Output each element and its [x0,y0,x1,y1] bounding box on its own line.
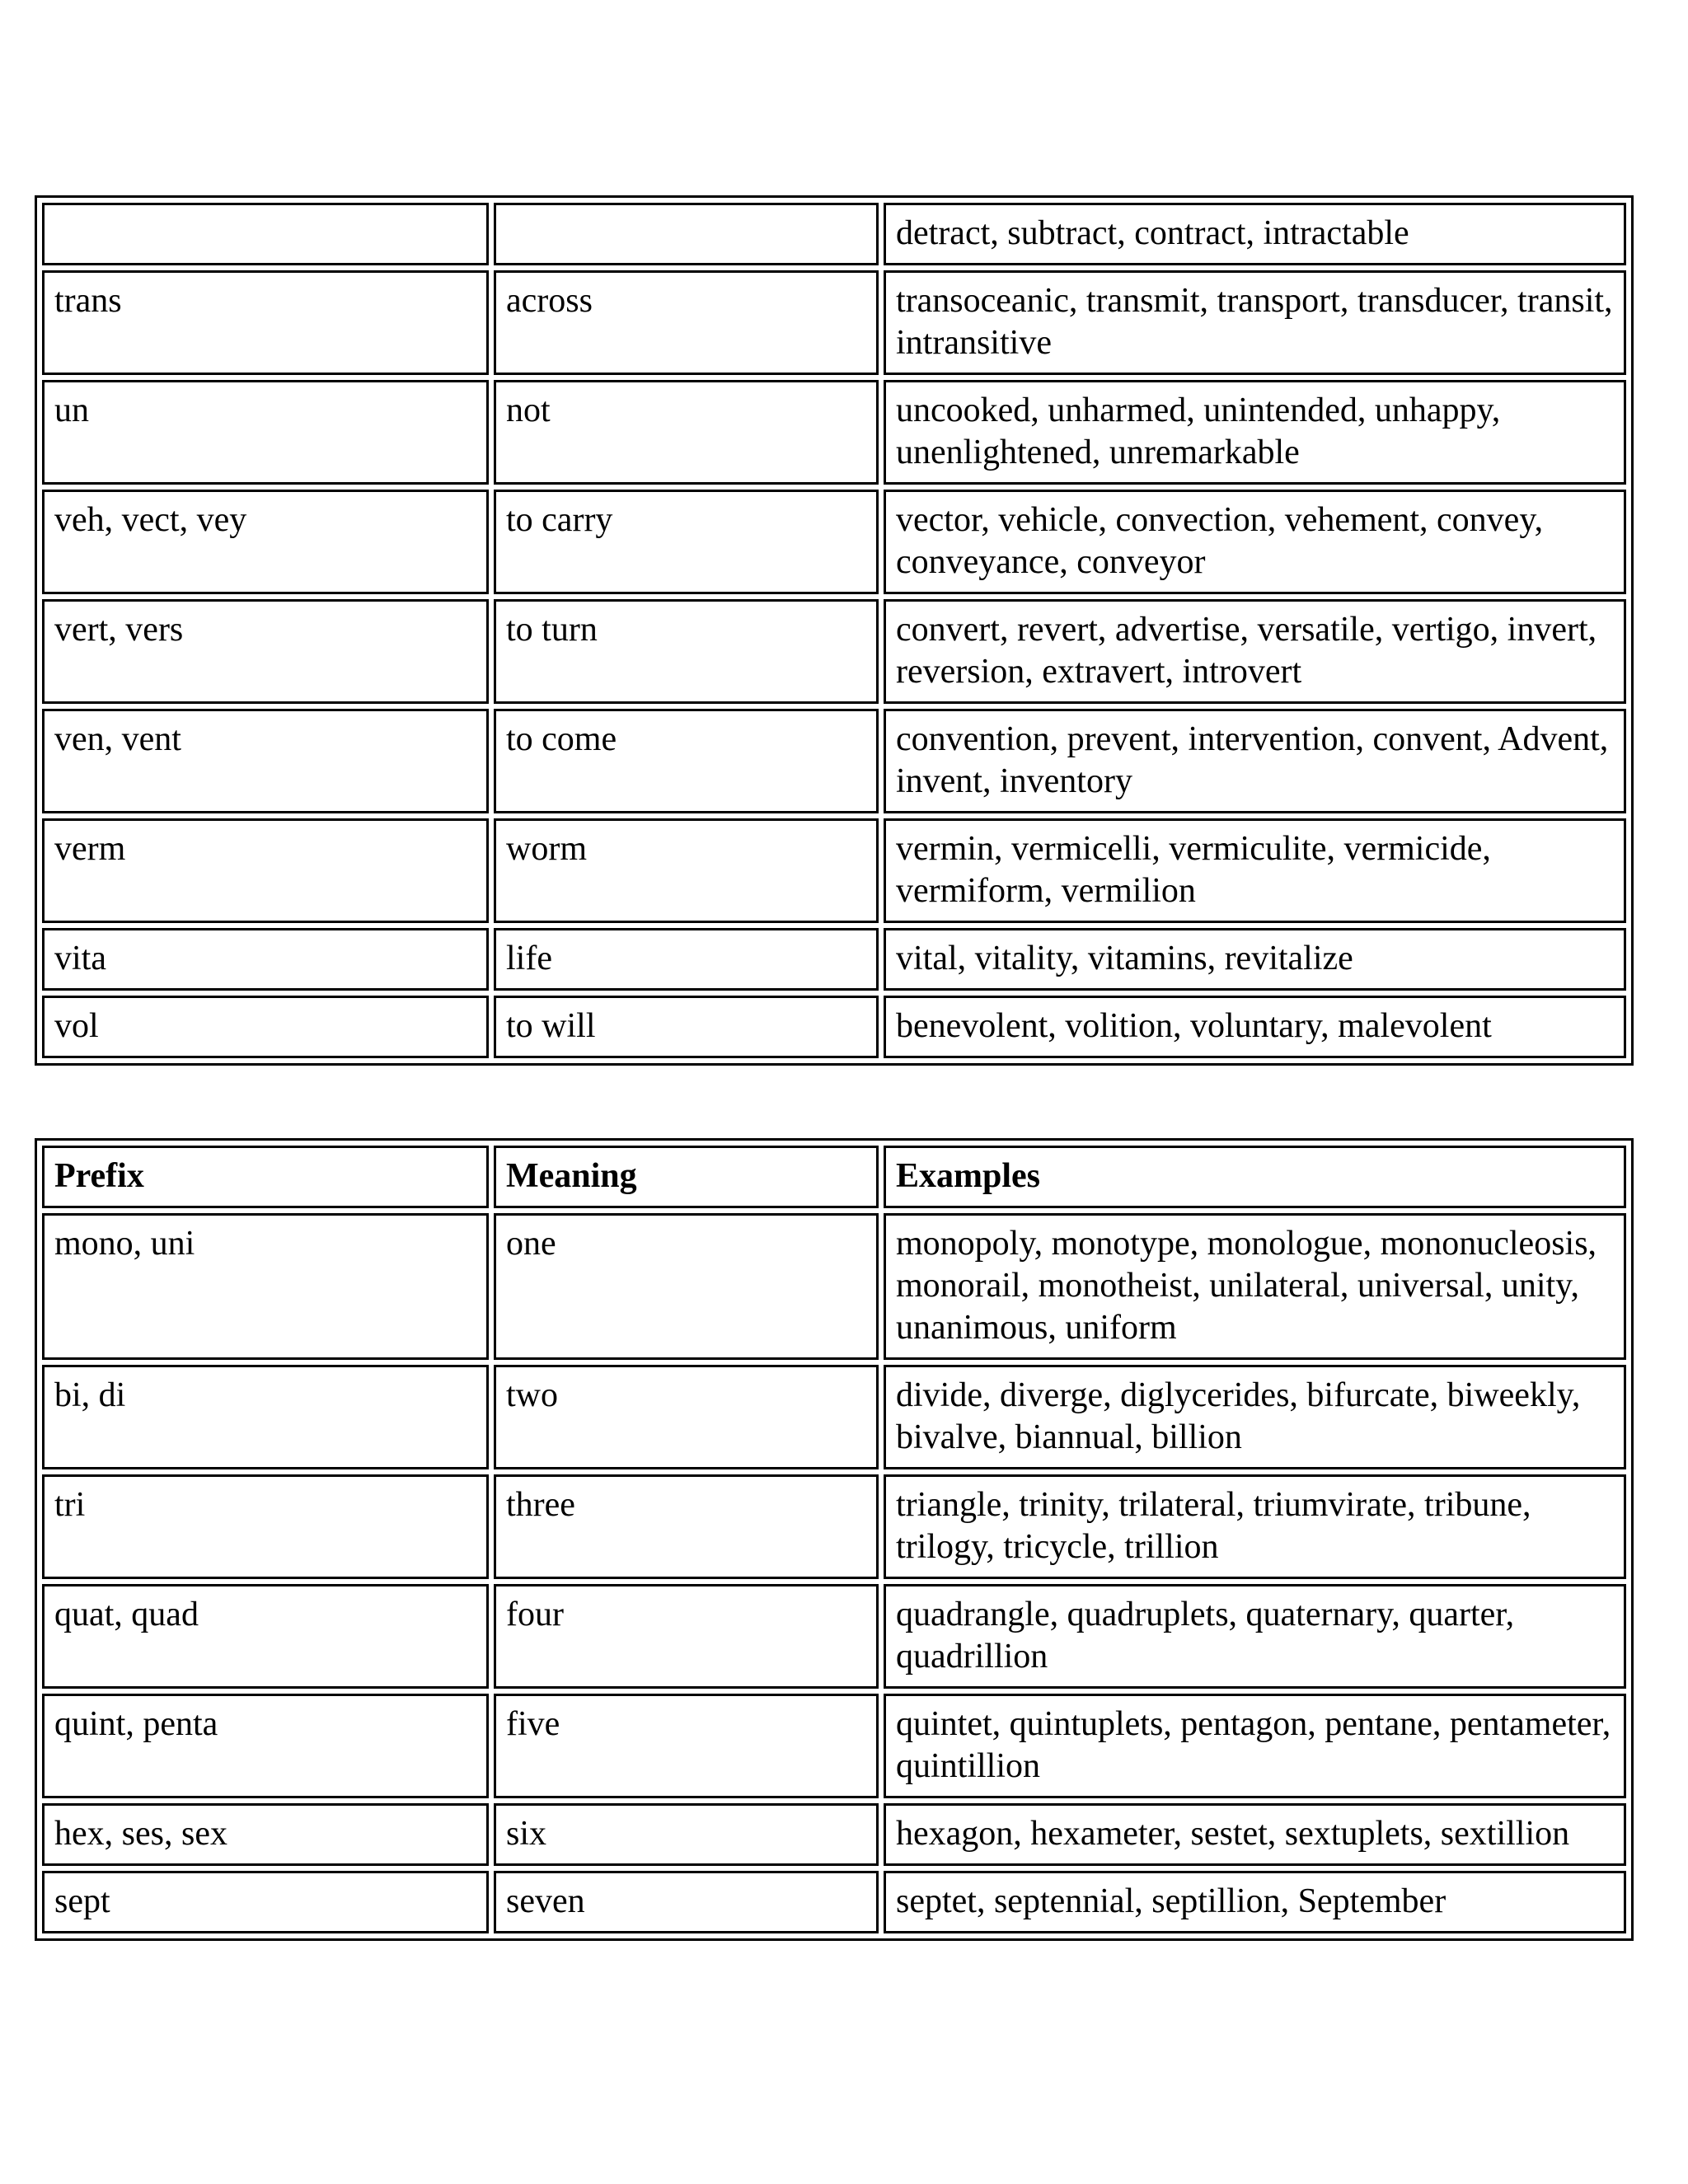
table-row [42,599,1626,704]
meaning-cell: to will [494,996,879,1058]
meaning-cell: two [494,1365,879,1469]
meaning-cell: five [494,1694,879,1798]
prefix-cell: un [42,380,489,485]
number-prefixes-table [35,1138,1634,1941]
examples-cell: uncooked, unharmed, unintended, unhappy, unenlightened, unremarkable [884,380,1626,485]
table-row [42,996,1626,1058]
roots-table-continued [35,195,1634,1066]
examples-cell: vector, vehicle, convection, vehement, convey, conveyance, conveyor [884,490,1626,594]
table-row [42,203,1626,265]
examples-cell: benevolent, volition, voluntary, malevolent [884,996,1626,1058]
table-header-row [42,1146,1626,1208]
table-row [42,1474,1626,1579]
prefix-cell: veh, vect, vey [42,490,489,594]
prefix-cell [42,203,489,265]
table-row [42,709,1626,813]
examples-cell: detract, subtract, contract, intractable [884,203,1626,265]
examples-cell: vermin, vermicelli, vermiculite, vermicide, vermiform, vermilion [884,818,1626,923]
prefix-cell: vita [42,928,489,991]
column-header-meaning: Meaning [494,1146,879,1208]
table-row [42,490,1626,594]
column-header-prefix: Prefix [42,1146,489,1208]
prefix-cell: quint, penta [42,1694,489,1798]
meaning-cell: worm [494,818,879,923]
table-row [42,1365,1626,1469]
meaning-cell: to turn [494,599,879,704]
prefix-cell: mono, uni [42,1213,489,1360]
table-row [42,1694,1626,1798]
examples-cell: hexagon, hexameter, sestet, sextuplets, sextillion [884,1803,1626,1866]
examples-cell: quintet, quintuplets, pentagon, pentane, pentameter, quintillion [884,1694,1626,1798]
examples-cell: transoceanic, transmit, transport, transducer, transit, intransitive [884,270,1626,375]
prefix-cell: hex, ses, sex [42,1803,489,1866]
meaning-cell: life [494,928,879,991]
prefix-cell: bi, di [42,1365,489,1469]
meaning-cell: one [494,1213,879,1360]
meaning-cell: four [494,1584,879,1689]
prefix-cell: vol [42,996,489,1058]
examples-cell: vital, vitality, vitamins, revitalize [884,928,1626,991]
meaning-cell [494,203,879,265]
prefix-cell: vert, vers [42,599,489,704]
examples-cell: septet, septennial, septillion, September [884,1871,1626,1933]
examples-cell: convention, prevent, intervention, convent, Advent, invent, inventory [884,709,1626,813]
meaning-cell: across [494,270,879,375]
examples-cell: triangle, trinity, trilateral, triumvirate, tribune, trilogy, tricycle, trillion [884,1474,1626,1579]
meaning-cell: to come [494,709,879,813]
examples-cell: quadrangle, quadruplets, quaternary, quarter, quadrillion [884,1584,1626,1689]
table-row [42,1803,1626,1866]
prefix-cell: ven, vent [42,709,489,813]
table-row [42,928,1626,991]
prefix-cell: tri [42,1474,489,1579]
examples-cell: convert, revert, advertise, versatile, vertigo, invert, reversion, extravert, introvert [884,599,1626,704]
column-header-examples: Examples [884,1146,1626,1208]
table-row [42,1213,1626,1360]
table-row [42,1871,1626,1933]
meaning-cell: not [494,380,879,485]
prefix-cell: sept [42,1871,489,1933]
meaning-cell: seven [494,1871,879,1933]
prefix-cell: quat, quad [42,1584,489,1689]
prefix-cell: trans [42,270,489,375]
examples-cell: monopoly, monotype, monologue, mononucleosis, monorail, monotheist, unilateral, universal, unity, unanimous, uniform [884,1213,1626,1360]
meaning-cell: three [494,1474,879,1579]
table-row [42,818,1626,923]
meaning-cell: to carry [494,490,879,594]
table-row [42,1584,1626,1689]
meaning-cell: six [494,1803,879,1866]
table-row [42,270,1626,375]
examples-cell: divide, diverge, diglycerides, bifurcate, biweekly, bivalve, biannual, billion [884,1365,1626,1469]
table-row [42,380,1626,485]
prefix-cell: verm [42,818,489,923]
